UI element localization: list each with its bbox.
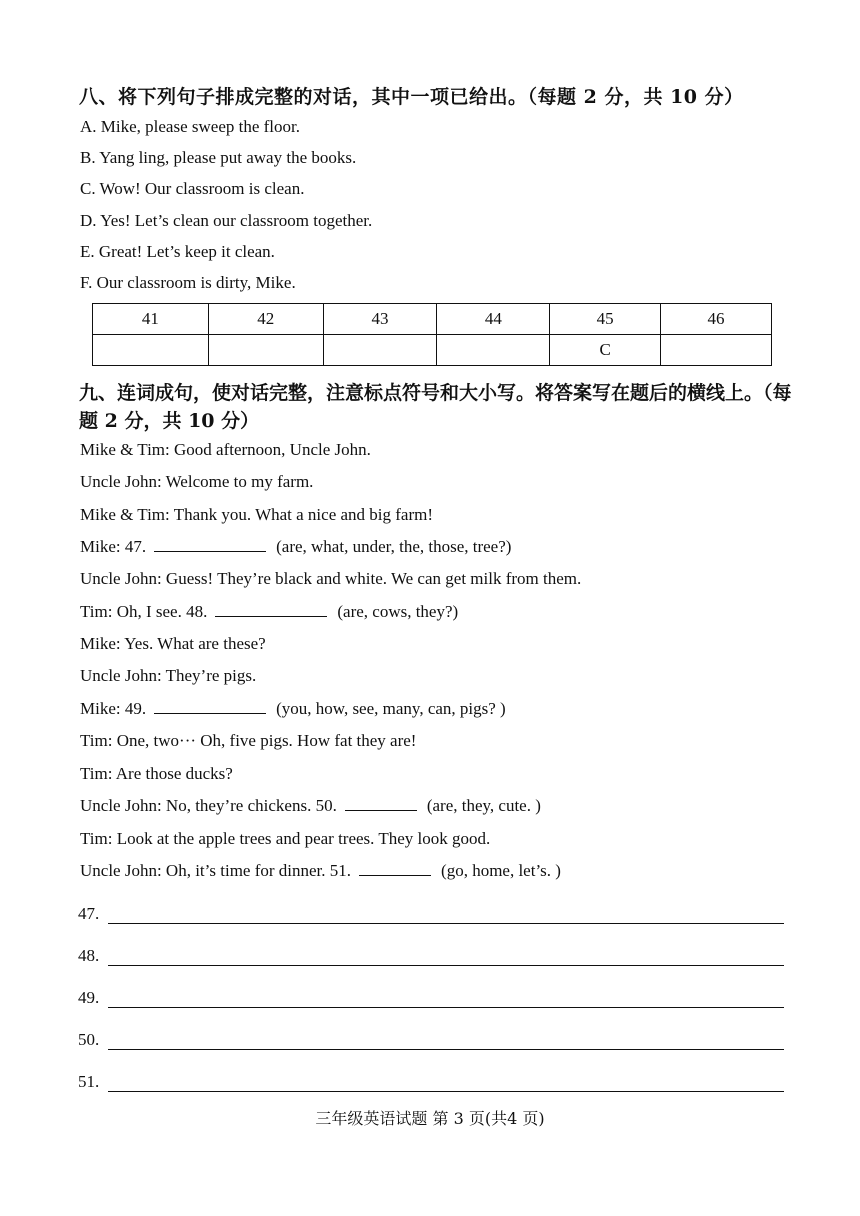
answer-line-number: 50. <box>78 1030 100 1049</box>
answer-table-number-row <box>93 304 772 335</box>
table-answer-cell[interactable] <box>93 335 209 366</box>
dialogue-line-q48: Tim: Oh, I see. 48. (are, cows, they?) <box>80 602 459 621</box>
dialogue-line: Mike & Tim: Thank you. What a nice and big farm! <box>80 505 434 524</box>
table-number-cell: 44 <box>437 304 550 335</box>
table-answer-cell[interactable] <box>208 335 323 366</box>
option-c: C. Wow! Our classroom is clean. <box>80 179 305 198</box>
table-answer-cell[interactable] <box>437 335 550 366</box>
inline-blank-49[interactable] <box>154 699 266 714</box>
table-number-cell: 42 <box>208 304 323 335</box>
table-number-cell: 46 <box>661 304 772 335</box>
answer-line-number: 49. <box>78 988 100 1007</box>
dialogue-line: Mike & Tim: Good afternoon, Uncle John. <box>80 440 371 459</box>
dialogue-line: Uncle John: Guess! They’re black and white. We can get milk from them. <box>80 569 582 588</box>
answer-table-answer-row <box>93 335 772 366</box>
inline-blank-51[interactable] <box>359 861 431 876</box>
answer-writing-line[interactable] <box>108 965 784 966</box>
table-answer-cell[interactable] <box>323 335 437 366</box>
dialogue-line: Tim: One, two··· Oh, five pigs. How fat they are! <box>80 731 417 750</box>
dialogue-line-q50: Uncle John: No, they’re chickens. 50. (are, they, cute. ) <box>80 796 541 815</box>
answer-writing-line[interactable] <box>108 1007 784 1008</box>
dialogue-line-q51: Uncle John: Oh, it’s time for dinner. 51. (go, home, let’s. ) <box>80 861 561 880</box>
answer-line-number: 51. <box>78 1072 100 1091</box>
dialogue-line: Tim: Are those ducks? <box>80 764 233 783</box>
dialogue-line-q49: Mike: 49. (you, how, see, many, can, pigs? ) <box>80 699 506 718</box>
dialogue-line: Uncle John: Welcome to my farm. <box>80 472 314 491</box>
dialogue-line: Tim: Look at the apple trees and pear trees. They look good. <box>80 829 491 848</box>
answer-writing-line[interactable] <box>108 1049 784 1050</box>
dialogue-line: Uncle John: They’re pigs. <box>80 666 257 685</box>
table-number-cell: 45 <box>550 304 661 335</box>
dialogue-line-q47: Mike: 47. (are, what, under, the, those, tree?) <box>80 537 512 556</box>
inline-blank-47[interactable] <box>154 537 266 552</box>
section-9-heading: 九、连词成句，使对话完整，注意标点符号和大小写。将答案写在题后的横线上。（每 <box>79 382 792 404</box>
page-footer: 三年级英语试题 第 3 页(共4 页) <box>315 1109 545 1128</box>
answer-writing-line[interactable] <box>108 1091 784 1092</box>
option-a: A. Mike, please sweep the floor. <box>80 117 300 136</box>
inline-blank-48[interactable] <box>215 602 327 617</box>
option-f: F. Our classroom is dirty, Mike. <box>80 273 296 292</box>
answer-line-number: 48. <box>78 946 100 965</box>
section-8-heading: 八、将下列句子排成完整的对话，其中一项已给出。（每题 2 分，共 10 分） <box>79 86 744 108</box>
dialogue-line: Mike: Yes. What are these? <box>80 634 266 653</box>
table-number-cell: 41 <box>93 304 209 335</box>
option-d: D. Yes! Let’s clean our classroom together. <box>80 211 373 230</box>
answer-line-number: 47. <box>78 904 100 923</box>
answer-writing-line[interactable] <box>108 923 784 924</box>
option-e: E. Great! Let’s keep it clean. <box>80 242 275 261</box>
table-number-cell: 43 <box>323 304 437 335</box>
section-9-heading-cont: 题 2 分，共 10 分） <box>79 410 260 432</box>
table-answer-cell[interactable] <box>661 335 772 366</box>
table-answer-cell: C <box>550 335 661 366</box>
inline-blank-50[interactable] <box>345 796 417 811</box>
answer-table <box>92 303 772 366</box>
option-b: B. Yang ling, please put away the books. <box>80 148 357 167</box>
